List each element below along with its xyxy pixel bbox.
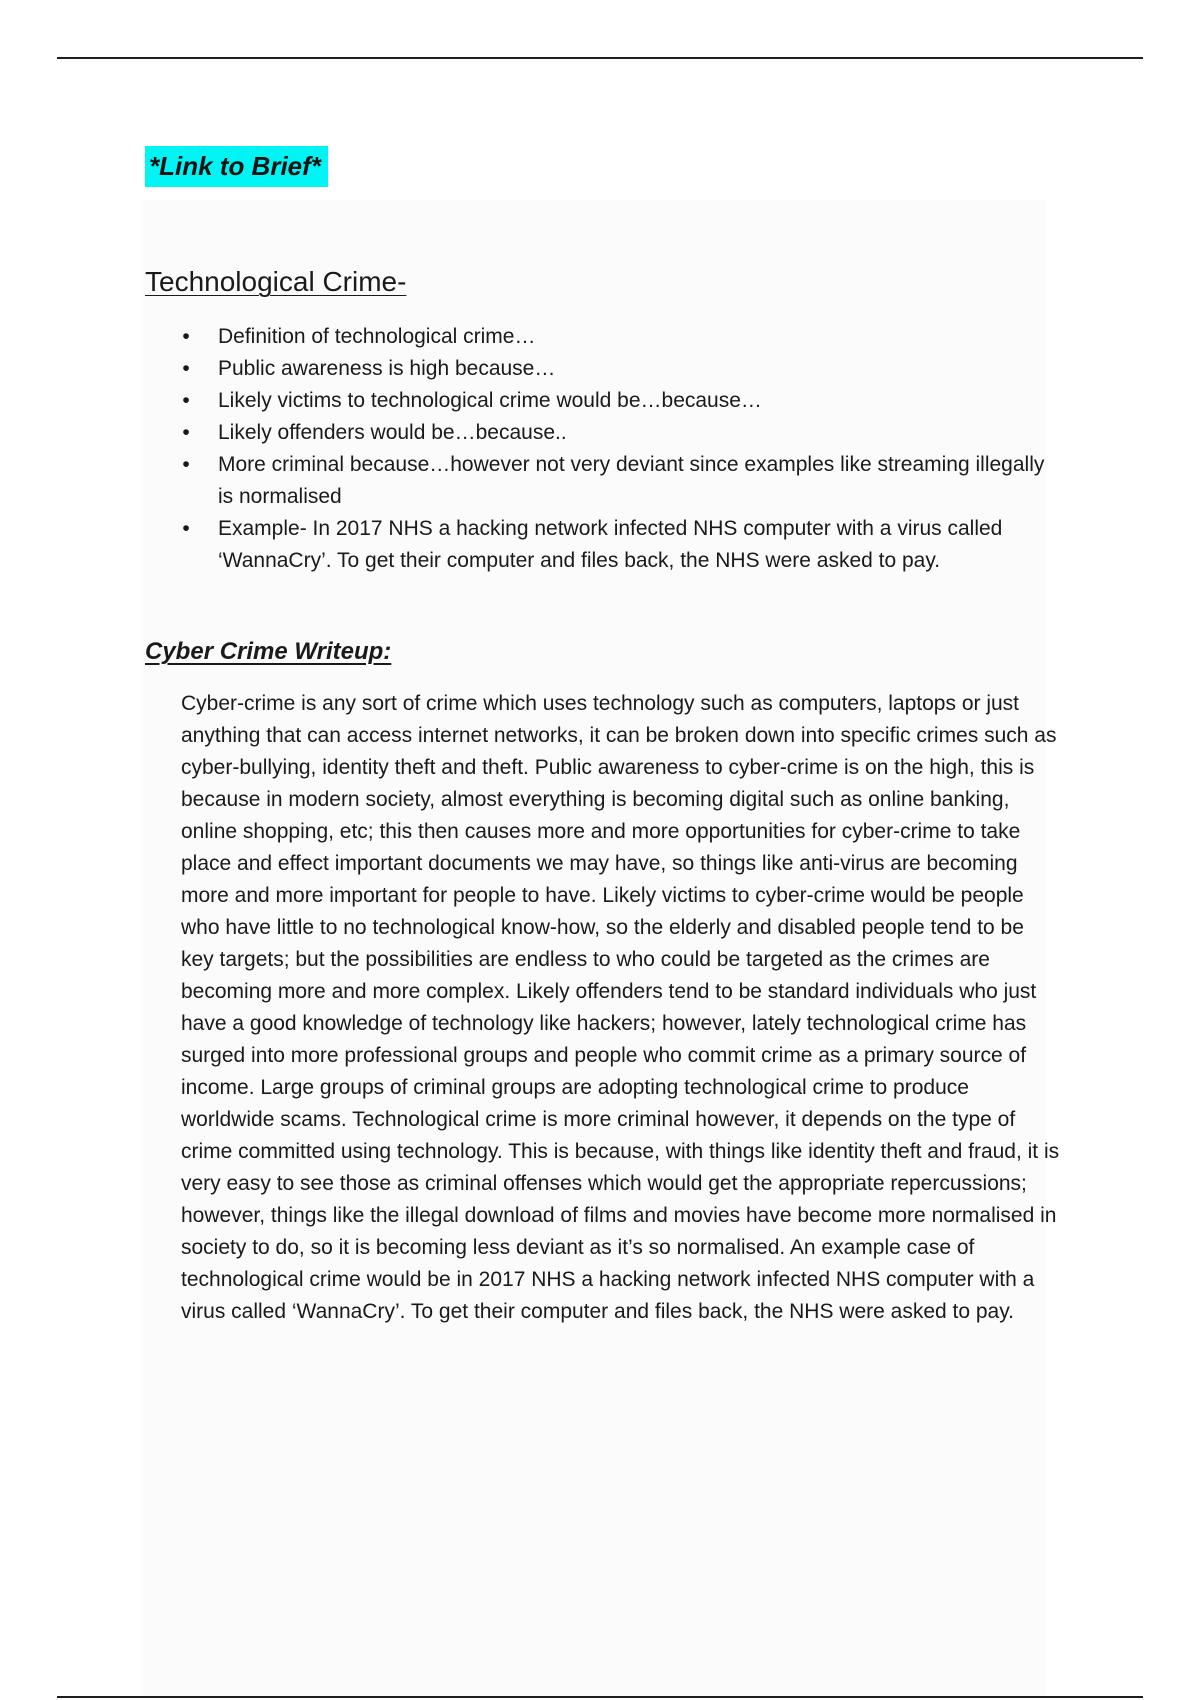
- section-title: Technological Crime-: [145, 266, 407, 297]
- footer-rule: [57, 1696, 1143, 1698]
- list-item-text: Example- In 2017 NHS a hacking network infected NHS computer with a virus called ‘WannaCry’. To get their computer and files back, the NHS were asked to pay.: [218, 517, 1003, 572]
- writeup-title: Cyber Crime Writeup:: [145, 638, 392, 665]
- link-to-brief[interactable]: *Link to Brief*: [145, 146, 328, 187]
- list-item: [178, 321, 1058, 353]
- header-rule: [57, 57, 1143, 59]
- list-item: [178, 513, 1058, 577]
- list-item-text: Likely victims to technological crime would be…because…: [218, 389, 762, 412]
- bullet-icon: •: [182, 357, 190, 380]
- list-item: [178, 449, 1058, 513]
- bullet-icon: •: [182, 389, 190, 412]
- writeup-paragraph: Cyber-crime is any sort of crime which uses technology such as computers, laptops or just anything that can access internet networks, it can be broken down into specific crimes such as cyber-bullying, identity theft and theft. Public awareness to cyber-crime is on the high, this is because in modern society, almost everything is becoming digital such as online banking, online shopping, etc; this then causes more and more opportunities for cyber-crime to take place and effect important documents we may have, so things like anti-virus are becoming more and more important for people to have. Likely victims to cyber-crime would be people who have little to no technological know-how, so the elderly and disabled people tend to be key targets; but the possibilities are endless to who could be targeted as the crimes are becoming more and more complex. Likely offenders tend to be standard individuals who just have a good knowledge of technology like hackers; however, lately technological crime has surged into more professional groups and people who commit crime as a primary source of income. Large groups of criminal groups are adopting technological crime to produce worldwide scams. Technological crime is more criminal however, it depends on the type of crime committed using technology. This is because, with things like identity theft and fraud, it is very easy to see those as criminal offenses which would get the appropriate repercussions; however, things like the illegal download of films and movies have become more normalised in society to do, so it is becoming less deviant as it’s so normalised. An example case of technological crime would be in 2017 NHS a hacking network infected NHS computer with a virus called ‘WannaCry’. To get their computer and files back, the NHS were asked to pay.: [181, 692, 1060, 1323]
- list-item-text: More criminal because…however not very deviant since examples like streaming illegally is normalised: [218, 453, 1045, 508]
- list-item: [178, 353, 1058, 385]
- bullet-icon: •: [182, 325, 190, 348]
- list-item-text: Likely offenders would be…because..: [218, 421, 567, 444]
- bullet-icon: •: [182, 421, 190, 444]
- list-item: [178, 385, 1058, 417]
- bullet-icon: •: [182, 453, 190, 476]
- bullet-icon: •: [182, 517, 190, 540]
- list-item: [178, 417, 1058, 449]
- list-item-text: Public awareness is high because…: [218, 357, 556, 380]
- list-item-text: Definition of technological crime…: [218, 325, 536, 348]
- bullet-list: [178, 321, 1058, 577]
